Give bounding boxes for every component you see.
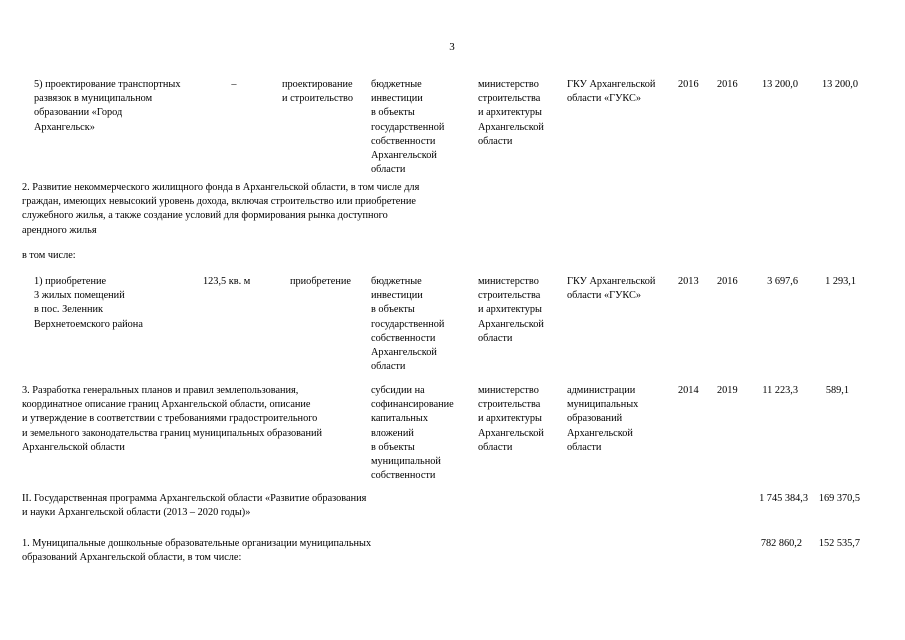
total-cost: 3 697,6 <box>767 276 798 287</box>
funding-form: бюджетные инвестиции в объекты государственной собственности Архангельской области <box>371 276 445 373</box>
current-cost: 589,1 <box>825 385 849 396</box>
funding-form: субсидии на софинансирование капитальных вложений в объекты муниципальной собственности <box>371 385 454 482</box>
page-number: 3 <box>449 41 455 53</box>
program-heading: II. Государственная программа Архангельской области «Развитие образования и науки Архангельской области (2013 – 2020 годы)» <box>22 493 367 519</box>
start-year: 2013 <box>678 276 699 287</box>
end-year: 2016 <box>717 276 738 287</box>
section-heading: 3. Разработка генеральных планов и правил землепользования, координатное описание границ Архангельской области, описание и утверждение в соответствии с требованиями градостроительного и земельного законодательства границ муниципальных образований Архангельской области <box>22 385 323 453</box>
responsible-ministry: министерство строительства и архитектуры Архангельской области <box>478 79 544 147</box>
current-cost: 152 535,7 <box>818 538 860 549</box>
state-customer: ГКУ Архангельской области «ГУКС» <box>567 79 656 105</box>
funding-form: бюджетные инвестиции в объекты государственной собственности Архангельской области <box>371 79 445 176</box>
including-label: в том числе: <box>22 250 76 261</box>
subsection-heading: 1. Муниципальные дошкольные образовательные организации муниципальных образований Архангельской области, в том числе: <box>22 538 372 564</box>
start-year: 2014 <box>678 385 699 396</box>
object-name: 5) проектирование транспортных развязок в муниципальном образовании «Город Архангельск» <box>34 79 181 133</box>
section-heading: 2. Развитие некоммерческого жилищного фонда в Архангельской области, в том числе для граждан, имеющих невысокий уровень дохода, включая строительство или приобретение служебного жилья, а также создание условий для формирования рынка доступного арендного жилья <box>22 182 420 236</box>
total-cost: 11 223,3 <box>762 385 798 396</box>
responsible-ministry: министерство строительства и архитектуры Архангельской области <box>478 385 544 453</box>
capacity: 123,5 кв. м <box>203 276 251 287</box>
work-type: приобретение <box>290 276 351 287</box>
current-cost: 13 200,0 <box>821 79 858 90</box>
total-cost: 1 745 384,3 <box>759 493 808 504</box>
state-customer: ГКУ Архангельской области «ГУКС» <box>567 276 656 302</box>
total-cost: 782 860,2 <box>760 538 802 549</box>
state-customer: администрации муниципальных образований Архангельской области <box>567 385 639 453</box>
current-cost: 1 293,1 <box>825 276 856 287</box>
capacity: – <box>231 79 237 90</box>
object-name: 1) приобретение 3 жилых помещений в пос. Зеленник Верхнетоемского района <box>34 276 143 330</box>
end-year: 2019 <box>717 385 738 396</box>
work-type: проектирование и строительство <box>282 79 354 105</box>
responsible-ministry: министерство строительства и архитектуры Архангельской области <box>478 276 544 344</box>
end-year: 2016 <box>717 79 738 90</box>
start-year: 2016 <box>678 79 699 90</box>
current-cost: 169 370,5 <box>818 493 860 504</box>
total-cost: 13 200,0 <box>761 79 798 90</box>
